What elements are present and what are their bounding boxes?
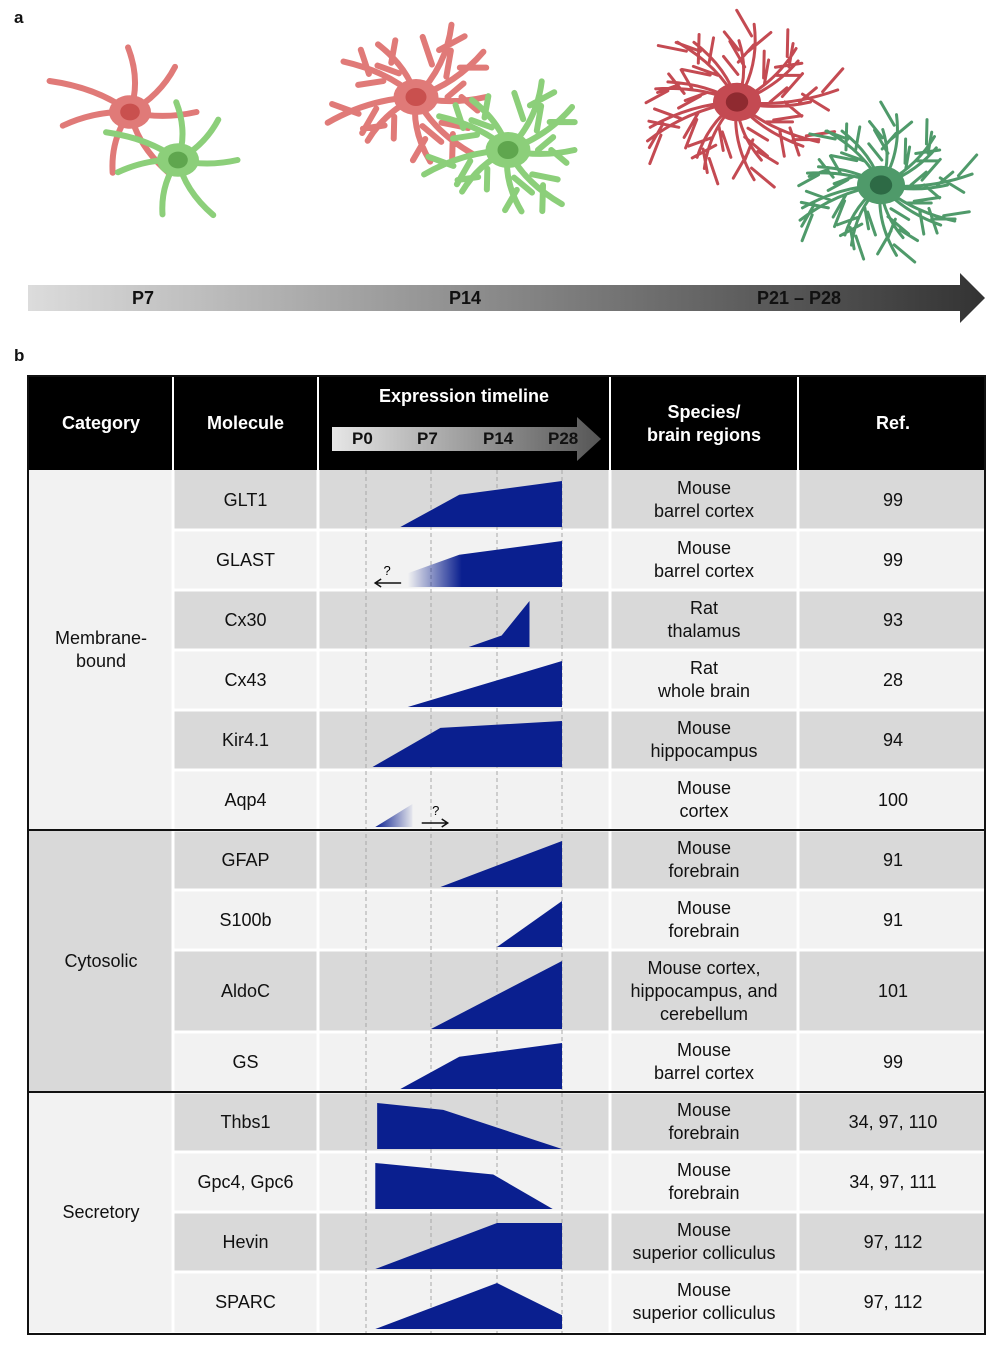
species-cell: Mouse hippocampus — [650, 718, 758, 761]
ref-cell: 97, 112 — [863, 1231, 923, 1252]
ref-cell: 34, 97, 111 — [849, 1171, 937, 1192]
molecule-cell: Gpc4, Gpc6 — [197, 1171, 294, 1192]
header-molecule: Molecule — [206, 413, 285, 433]
category-label: Secretory — [62, 1201, 140, 1222]
ref-cell: 100 — [877, 789, 909, 810]
molecule-cell: GFAP — [221, 849, 270, 870]
molecule-cell: GLT1 — [223, 489, 268, 510]
molecule-cell: Cx43 — [224, 669, 267, 690]
species-cell: Mouse forebrain — [668, 1100, 740, 1143]
molecule-cell: GS — [232, 1051, 259, 1072]
species-cell: Rat thalamus — [667, 598, 741, 641]
astrocyte-green-p28 — [799, 102, 977, 262]
molecule-cell: Kir4.1 — [221, 729, 270, 750]
ref-cell: 99 — [882, 489, 904, 510]
panel-b-label: b — [14, 346, 25, 365]
header-species: Species/ brain regions — [646, 401, 762, 445]
ref-cell: 99 — [882, 1051, 904, 1072]
molecule-cell: Cx30 — [224, 609, 267, 630]
molecule-cell: GLAST — [215, 549, 276, 570]
uncertain-mark: ? — [432, 803, 440, 818]
species-cell: Mouse forebrain — [668, 1160, 740, 1203]
molecule-cell: SPARC — [215, 1291, 276, 1312]
ref-cell: 34, 97, 110 — [848, 1111, 938, 1132]
species-cell: Mouse superior colliculus — [632, 1280, 776, 1323]
species-cell: Mouse forebrain — [668, 898, 740, 941]
stage-p21-p28: P21 – P28 — [757, 288, 842, 308]
species-cell: Mouse barrel cortex — [653, 538, 755, 581]
species-cell: Mouse barrel cortex — [653, 1040, 755, 1083]
timeline-tick-p14: P14 — [483, 429, 514, 448]
panel-a-astrocyte-development — [0, 0, 1000, 330]
species-cell: Mouse superior colliculus — [632, 1220, 776, 1263]
ref-cell: 91 — [882, 909, 904, 930]
ref-cell: 28 — [882, 669, 904, 690]
astrocyte-illustration — [0, 0, 1000, 330]
ref-cell: 94 — [882, 729, 904, 750]
molecule-cell: Hevin — [222, 1231, 269, 1252]
stage-p7: P7 — [132, 288, 155, 308]
astrocyte-red-p28 — [646, 10, 843, 187]
stage-p14: P14 — [449, 288, 482, 308]
timeline-tick-p7: P7 — [417, 429, 438, 448]
panel-a-label: a — [14, 8, 24, 27]
development-arrow — [28, 273, 985, 323]
species-cell: Mouse forebrain — [668, 838, 740, 881]
molecule-cell: S100b — [219, 909, 272, 930]
molecule-cell: Thbs1 — [220, 1111, 271, 1132]
ref-cell: 91 — [882, 849, 904, 870]
species-cell: Mouse barrel cortex — [653, 478, 755, 521]
expression-table — [27, 375, 986, 1335]
ref-cell: 99 — [882, 549, 904, 570]
molecule-cell: AldoC — [220, 980, 271, 1001]
species-cell: Mouse cortex, hippocampus, and cerebellum — [630, 957, 778, 1024]
species-cell: Rat whole brain — [657, 658, 751, 701]
uncertain-mark: ? — [383, 563, 391, 578]
timeline-tick-p28: P28 — [548, 429, 579, 448]
category-label: Membrane- bound — [54, 628, 148, 671]
astrocyte-red-p14 — [328, 25, 487, 162]
ref-cell: 93 — [882, 609, 904, 630]
ref-cell: 97, 112 — [863, 1291, 923, 1312]
category-label: Cytosolic — [64, 950, 138, 971]
ref-cell: 101 — [877, 980, 909, 1001]
timeline-tick-p0: P0 — [352, 429, 373, 448]
molecule-cell: Aqp4 — [224, 789, 267, 810]
header-timeline: Expression timeline — [378, 385, 550, 406]
header-ref: Ref. — [875, 413, 910, 433]
header-category: Category — [61, 413, 141, 433]
species-cell: Mouse cortex — [676, 778, 732, 821]
